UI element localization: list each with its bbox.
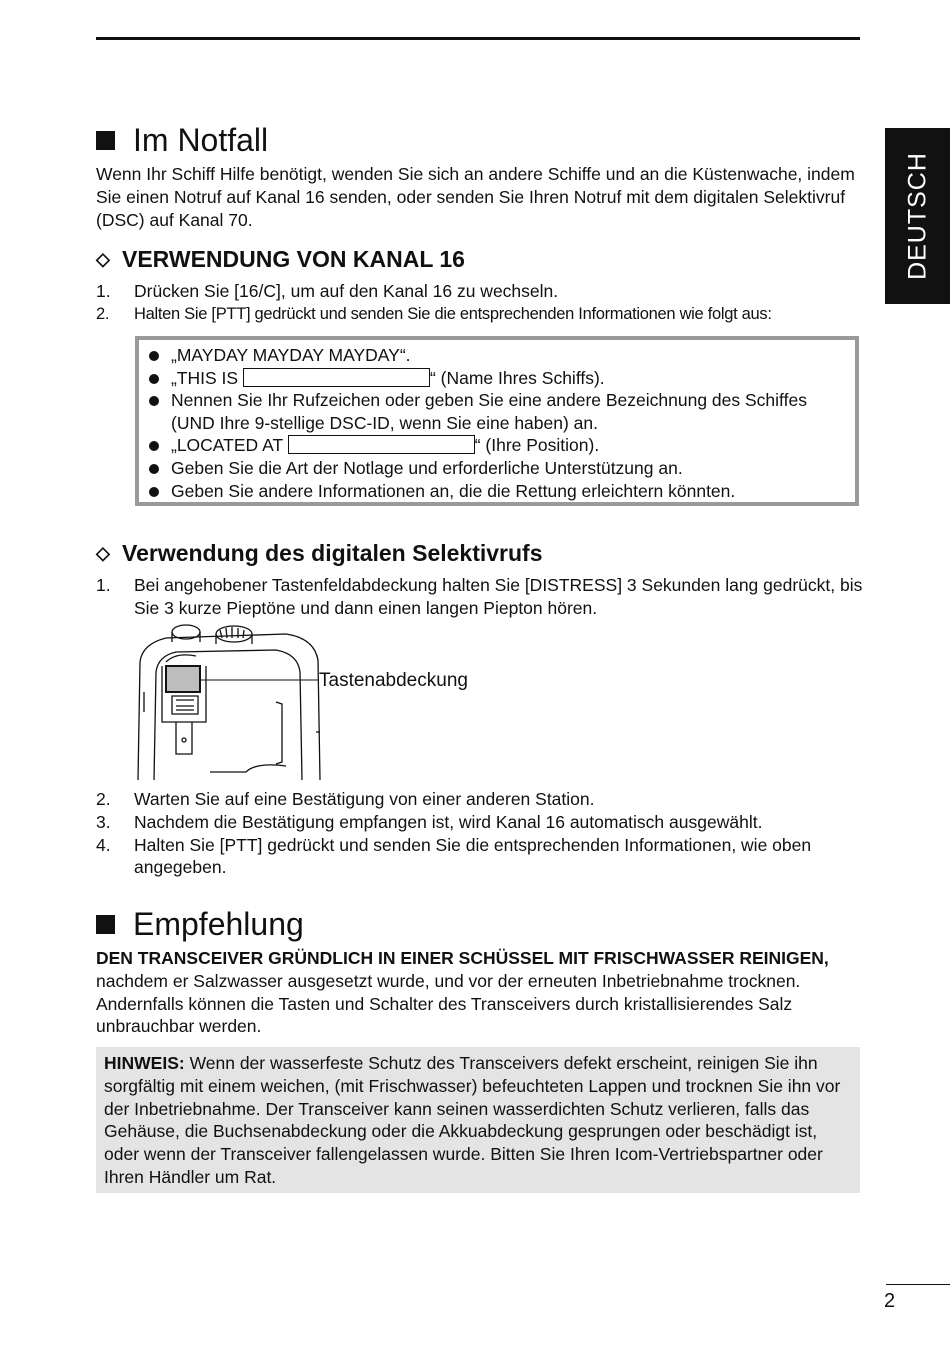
diamond-outline-icon: ◇ — [96, 249, 110, 269]
step-text: Nachdem die Bestätigung empfangen ist, wird Kanal 16 automatisch ausgewählt. — [134, 811, 763, 832]
step-text: Halten Sie [PTT] gedrückt und senden Sie die entsprechenden Informationen wie folgt aus: — [134, 304, 772, 323]
subheading-kanal16 — [96, 245, 465, 273]
step-text: Warten Sie auf eine Bestätigung von einer anderen Station. — [134, 789, 595, 809]
subheading-title: VERWENDUNG VON KANAL 16 — [122, 246, 465, 272]
step-text: Drücken Sie [16/C], um auf den Kanal 16 zu wechseln. — [134, 281, 559, 301]
fill-in-blank — [243, 368, 430, 387]
list-item — [147, 367, 847, 390]
note-text: Wenn der wasserfeste Schutz des Transceivers defekt erscheint, reinigen Sie ihn sorgfältig mit einem weichen, (mit Frischwasser) befeuchteten Lappen und trocknen Sie ihn vor der Inbetriebnahme. Der Transceiver kann seinen wasserdichten Schutz verlieren, falls das Gehäuse, die Buchsenabdeckung oder die Akkuabdeckung gesprungen oder beschädigt ist, oder wenn der Transceiver fallengelassen wurde. Bitten Sie Ihren Icom-Vertriebspartner oder Ihren Händler um Rat. — [104, 1053, 841, 1187]
bullet-text: Nennen Sie Ihr Rufzeichen oder geben Sie eine andere Bezeichnung des Schiffes (UND Ihre 9-stellige DSC-ID, wenn Sie eine haben) an. — [171, 390, 807, 433]
step-number: 2. — [96, 304, 110, 323]
list-item — [147, 480, 847, 503]
recommendation-paragraph — [96, 947, 860, 1038]
language-tab — [885, 128, 950, 304]
bullet-text: “ (Ihre Position). — [474, 435, 600, 456]
list-item — [96, 280, 866, 303]
bullet-text: „LOCATED AT — [171, 435, 288, 456]
bullet-icon — [149, 441, 159, 451]
figure-label: Tastenabdeckung — [319, 670, 468, 691]
bullet-text: “ (Name Ihres Schiffs). — [429, 367, 605, 388]
bullet-text: „THIS IS — [171, 367, 243, 388]
list-item — [147, 434, 847, 457]
page-number-rule — [886, 1284, 950, 1285]
recommendation-lead: DEN TRANSCEIVER GRÜNDLICH IN EINER SCHÜSSEL MIT FRISCHWASSER REINIGEN, — [96, 948, 829, 968]
mayday-callout-box — [135, 336, 859, 506]
list-item — [96, 834, 866, 880]
note-box — [96, 1047, 860, 1193]
bullet-icon — [149, 487, 159, 497]
step-text: Bei angehobener Tastenfeldabdeckung halten Sie [DISTRESS] 3 Sekunden lang gedrückt, bis Sie 3 kurze Pieptöne und dann einen langen Piepton hören. — [134, 575, 863, 618]
step-number: 1. — [96, 575, 111, 595]
transceiver-illustration — [136, 622, 326, 780]
diamond-outline-icon: ◇ — [96, 543, 110, 563]
section-heading-notfall — [96, 122, 268, 158]
step-number: 1. — [96, 281, 111, 301]
square-bullet-icon — [96, 915, 115, 934]
fill-in-blank — [288, 435, 475, 454]
bullet-icon — [149, 374, 159, 384]
page-number: 2 — [884, 1290, 896, 1312]
list-item — [96, 788, 866, 811]
note-label: HINWEIS: — [104, 1053, 185, 1073]
subheading-dsc — [96, 539, 543, 567]
language-tab-label: DEUTSCH — [903, 152, 931, 280]
dsc-step-1 — [96, 574, 866, 620]
list-item — [96, 303, 866, 326]
section-title: Empfehlung — [133, 906, 304, 942]
list-item — [147, 344, 847, 367]
list-item — [96, 811, 866, 834]
square-bullet-icon — [96, 131, 115, 150]
intro-paragraph: Wenn Ihr Schiff Hilfe benötigt, wenden Sie sich an andere Schiffe und an die Küstenwache, indem Sie einen Notruf auf Kanal 16 senden, oder senden Sie Ihren Notruf mit dem digitalen Selektivruf (DSC) auf Kanal 70. — [96, 164, 855, 230]
dsc-steps — [96, 788, 866, 879]
step-text: Halten Sie [PTT] gedrückt und senden Sie die entsprechenden Informationen, wie oben angegeben. — [134, 834, 812, 878]
bullet-icon — [149, 396, 159, 406]
list-item — [96, 574, 866, 620]
bullet-text: „MAYDAY MAYDAY MAYDAY“. — [171, 345, 411, 365]
bullet-icon — [149, 351, 159, 361]
recommendation-text: nachdem er Salzwasser ausgesetzt wurde, und vor der erneuten Inbetriebnahme trocknen. Andernfalls können die Tasten und Schalter des Transceivers durch kristallisierendes Salz unbrauchbar werden. — [96, 970, 801, 1037]
bullet-icon — [149, 464, 159, 474]
section-heading-empfehlung — [96, 906, 304, 942]
bullet-text: Geben Sie die Art der Notlage und erforderliche Unterstützung an. — [171, 457, 683, 478]
list-item — [147, 457, 847, 480]
step-number: 3. — [96, 811, 111, 832]
step-number: 2. — [96, 789, 111, 809]
step-number: 4. — [96, 834, 111, 855]
bullet-text: Geben Sie andere Informationen an, die die Rettung erleichtern könnten. — [171, 480, 736, 501]
top-rule — [96, 37, 860, 40]
kanal16-steps — [96, 280, 866, 326]
subheading-title: Verwendung des digitalen Selektivrufs — [122, 540, 543, 566]
section-title: Im Notfall — [133, 122, 269, 158]
list-item — [147, 389, 847, 434]
